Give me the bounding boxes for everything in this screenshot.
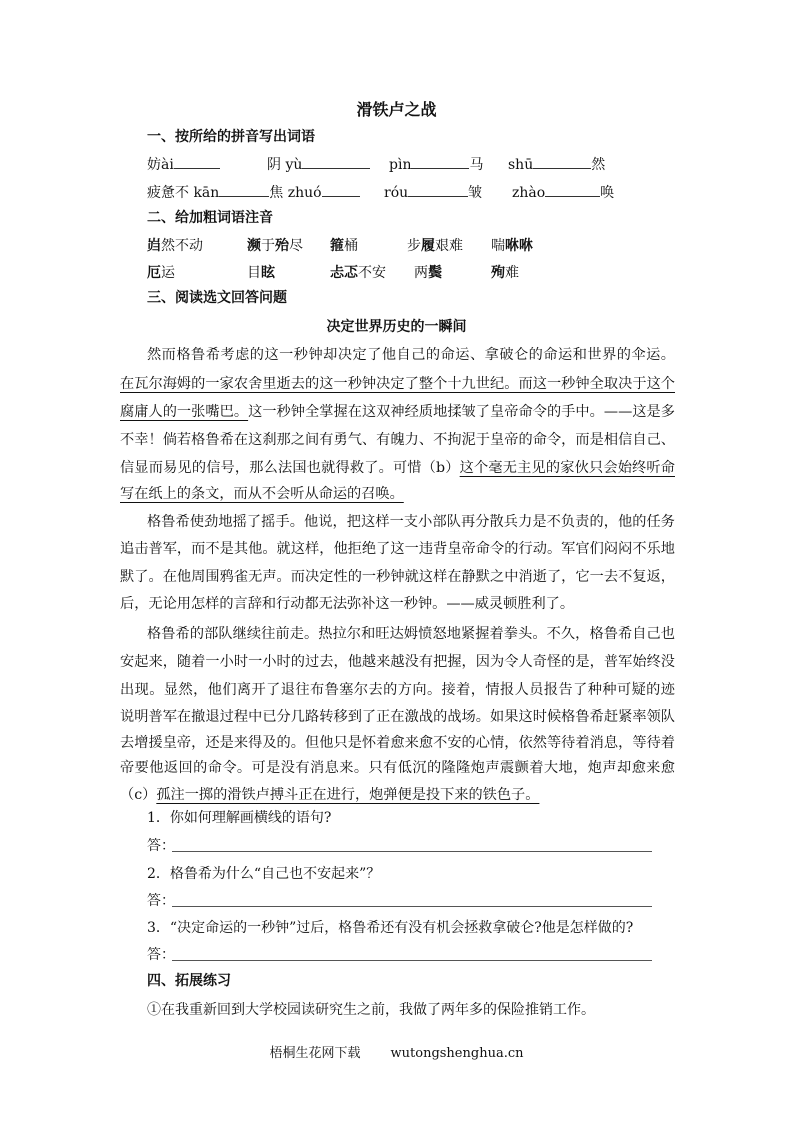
text-segment: 格鲁希使劲地摇了摇手。他说，把这样一支小部队再分散兵力是不负责的，他的任务	[147, 514, 675, 530]
answer-blank[interactable]	[322, 184, 360, 197]
answer-label: 答：	[147, 838, 175, 854]
section2-heading: 二、给加粗词语注音	[147, 210, 273, 226]
passage-line	[120, 757, 675, 777]
character: 两	[414, 265, 428, 281]
phonetic-word	[491, 262, 519, 282]
answer-label: 答：	[147, 947, 175, 963]
bold-character: 厄	[147, 265, 161, 281]
section1-heading: 一、按所给的拼音写出词语	[147, 129, 315, 145]
character: 目	[247, 265, 261, 281]
question-3: 3．“决定命运的一秒钟”过后，格鲁希还有没有机会拯救拿破仑?他是怎样做的?	[147, 920, 634, 936]
answer-line[interactable]	[172, 906, 652, 907]
bold-character: 忐忑	[330, 265, 358, 281]
phonetic-word	[147, 235, 203, 255]
underlined-sentence: 写在纸上的条文，而从不会听从命运的召唤。	[120, 486, 404, 502]
passage-line	[120, 651, 675, 671]
character: 于	[261, 238, 275, 254]
pinyin-item	[384, 182, 482, 202]
pinyin-item	[147, 182, 360, 202]
pinyin-item	[267, 154, 370, 174]
section4-heading: 四、拓展练习	[147, 973, 231, 989]
text-segment: 然而格鲁希考虑的这一秒钟却决定了他自己的命运、拿破仑的命运和世界的伞运。	[147, 347, 675, 363]
passage-line	[120, 401, 675, 421]
pinyin-prompt: pìn	[389, 157, 412, 173]
passage-line	[120, 706, 675, 726]
underlined-sentence: 腐庸人的一张嘴巴。	[120, 404, 249, 420]
character: 然不动	[161, 238, 203, 254]
character: 不安	[358, 265, 386, 281]
phonetic-word	[414, 262, 442, 282]
bold-character: 濒	[247, 238, 261, 254]
bold-character: 箍	[330, 238, 344, 254]
text-segment: （c）	[120, 787, 157, 803]
passage-line	[120, 566, 675, 586]
passage-line	[120, 732, 675, 752]
character: 难	[505, 265, 519, 281]
answer-label: 答：	[147, 893, 175, 909]
bold-character: 履	[421, 238, 435, 254]
bold-character: 岿	[147, 238, 161, 254]
bold-character: 殆	[275, 238, 289, 254]
answer-blank[interactable]	[411, 156, 469, 169]
answer-line[interactable]	[172, 851, 652, 852]
question-1: 1．你如何理解画横线的语句?	[147, 810, 332, 826]
pinyin-suffix: 唤	[600, 185, 615, 201]
phonetic-word	[330, 235, 358, 255]
character: 桶	[344, 238, 358, 254]
pinyin-item	[389, 154, 483, 174]
text-segment: 后，无论用怎样的言辞和行动都无法弥补这一秒钟。——威灵顿胜利了。	[120, 596, 575, 612]
bold-character: 殉	[491, 265, 505, 281]
passage-line	[147, 511, 675, 531]
text-segment: 去增援皇帝，还是来得及的。但他只是怀着愈来愈不安的心情，依然等待着消息，等待着	[120, 735, 675, 751]
pinyin-suffix: 然	[591, 157, 606, 173]
pinyin-prompt: 妨ài	[147, 157, 174, 173]
bold-character: 鬓	[428, 265, 442, 281]
text-segment: 这一秒钟全掌握在这双神经质地揉皱了皇帝命令的手中。——这是多	[248, 404, 675, 420]
footer-site-name: 梧桐生花网下载	[269, 1046, 361, 1061]
pinyin-suffix: 马	[469, 157, 484, 173]
question-2: 2．格鲁希为什么“自己也不安起来”？	[147, 866, 381, 882]
text-segment: 格鲁希的部队继续往前走。热拉尔和旺达姆愤怒地紧握着拳头。不久，格鲁希自己也	[147, 626, 675, 642]
phonetic-word	[247, 262, 275, 282]
passage-line	[120, 593, 675, 613]
text-segment: 说明普军在撤退过程中已分几路转移到了正在激战的战场。如果这时候格鲁希赶紧率领队	[120, 709, 675, 725]
pinyin-prompt: róu	[384, 185, 409, 201]
character: 艰难	[435, 238, 463, 254]
phonetic-word	[407, 235, 463, 255]
phonetic-word	[491, 235, 533, 255]
phonetic-word	[147, 262, 175, 282]
bold-character: 眩	[261, 265, 275, 281]
document-title: 滑铁卢之战	[356, 100, 437, 119]
pinyin-prompt: shū	[508, 157, 534, 173]
passage-line	[120, 784, 675, 804]
phonetic-word	[330, 262, 386, 282]
pinyin-item	[508, 154, 605, 174]
text-segment: 追击普军，而不是其他。就这样，他拒绝了这一违背皇帝命令的行动。军官们闷闷不乐地	[120, 541, 675, 557]
answer-blank[interactable]	[219, 184, 269, 197]
pinyin-prompt: zhào	[512, 185, 546, 201]
passage-line	[147, 344, 675, 364]
footer	[0, 1042, 793, 1061]
passage-line	[120, 679, 675, 699]
character: 运	[161, 265, 175, 281]
underlined-sentence: 在瓦尔海姆的一家农舍里逝去的这一秒钟决定了整个十九世纪。而这一秒钟全取决于这个	[120, 376, 675, 392]
section4-text: ①在我重新回到大学校园读研究生之前，我做了两年多的保险推销工作。	[147, 1002, 595, 1018]
underlined-sentence: 孤注一掷的滑铁卢搏斗正在进行，炮弹便是投下来的铁色子。	[156, 787, 540, 803]
passage-title: 决定世界历史的一瞬间	[326, 319, 467, 335]
answer-line[interactable]	[172, 960, 652, 961]
pinyin-suffix: 焦 zhuó	[269, 185, 322, 201]
answer-blank[interactable]	[174, 156, 220, 169]
passage-line	[147, 623, 675, 643]
text-segment: 帝要他返回的命令。可是没有消息来。只有低沉的隆隆炮声震颤着大地，炮声却愈来愈	[120, 760, 675, 776]
text-segment: 默了。在他周围鸦雀无声。而决定性的一秒钟就这样在静默之中消逝了，它一去不复返，	[120, 569, 675, 585]
answer-blank[interactable]	[545, 184, 600, 197]
passage-line	[120, 538, 675, 558]
passage-line	[120, 457, 675, 477]
text-segment: 安起来，随着一小时一小时的过去，他越来越没有把握，因为令人奇怪的是，普军始终没	[120, 654, 675, 670]
pinyin-item	[512, 182, 614, 202]
answer-blank[interactable]	[533, 156, 591, 169]
pinyin-prompt: 疲惫不 kān	[147, 185, 220, 201]
bold-character: 咻咻	[505, 238, 533, 254]
passage-line	[120, 429, 675, 449]
section3-heading: 三、阅读选文回答问题	[147, 290, 287, 306]
underlined-sentence: 这个毫无主见的家伙只会始终听命	[459, 460, 675, 476]
answer-blank[interactable]	[408, 184, 468, 197]
passage-line	[120, 373, 675, 393]
passage-line	[120, 483, 675, 503]
phonetic-word	[247, 235, 303, 255]
character: 步	[407, 238, 421, 254]
text-segment: 不幸！倘若格鲁希在这刹那之间有勇气、有魄力、不拘泥于皇帝的命令，而是相信自己、	[120, 432, 675, 448]
character: 尽	[289, 238, 303, 254]
pinyin-suffix: 皱	[468, 185, 483, 201]
text-segment: 出现。显然，他们离开了退往布鲁塞尔去的方向。接着，情报人员报告了种种可疑的迹	[120, 682, 675, 698]
pinyin-item	[147, 154, 220, 174]
character: 喘	[491, 238, 505, 254]
answer-blank[interactable]	[302, 156, 370, 169]
footer-url: wutongshenghua.cn	[390, 1046, 524, 1061]
text-segment: 信显而易见的信号，那么法国也就得救了。可惜（b）	[120, 460, 460, 476]
pinyin-prompt: 阴 yù	[267, 157, 303, 173]
